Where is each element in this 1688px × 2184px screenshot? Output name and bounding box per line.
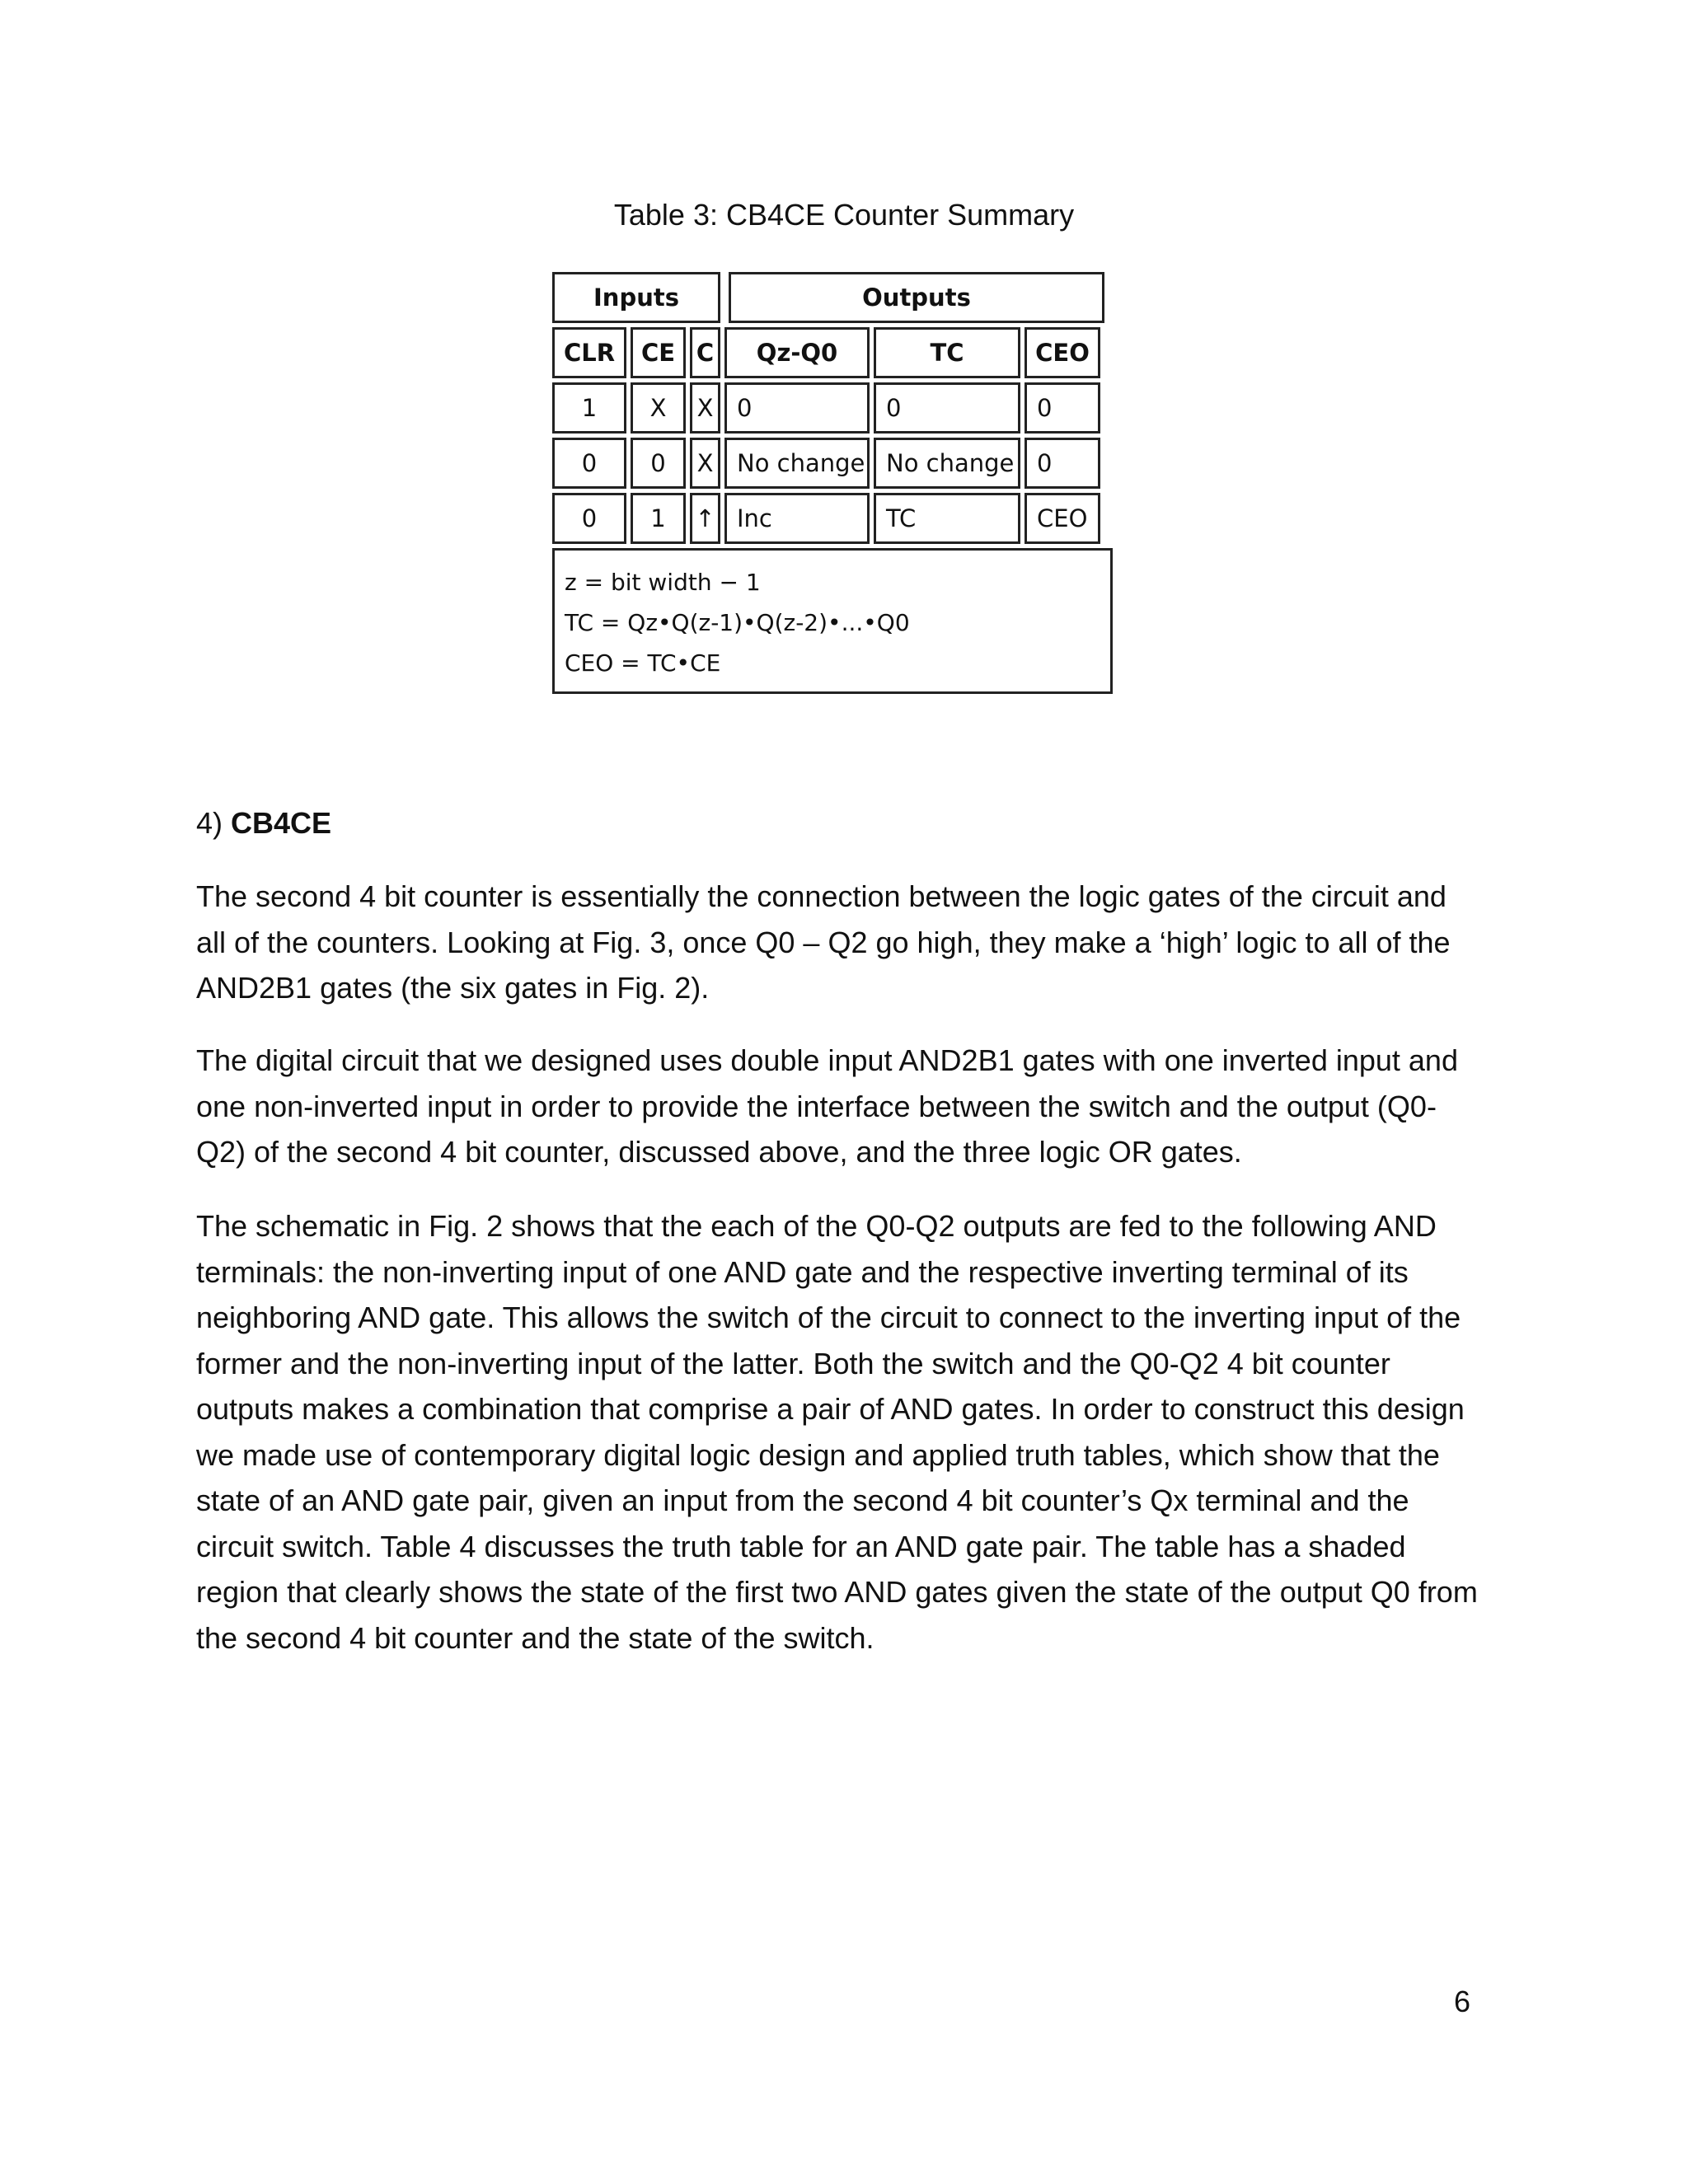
table-cell: No change (874, 438, 1020, 489)
outputs-group-header: Outputs (729, 272, 1104, 323)
paragraph-1: The second 4 bit counter is essentially the connection between the logic gates of the circuit and all of the counters. Looking at Fig. 3, once Q0 – Q2 go high, they make a ‘high’ logic to all of the AND2B1 gates (the six gates in Fig. 2). (196, 879, 1451, 1005)
group-header-row (552, 272, 1113, 323)
counter-summary-table (552, 272, 1113, 694)
table-cell: CEO (1025, 493, 1100, 544)
table-cell: 0 (552, 493, 626, 544)
column-header-ceo: CEO (1025, 327, 1100, 378)
note-tc-formula: TC = Qz•Q(z-1)•Q(z-2)•...•Q0 (565, 609, 910, 636)
table-cell: X (631, 382, 686, 434)
table-row (552, 382, 1113, 434)
table-cell: 1 (631, 493, 686, 544)
table-cell: No change (724, 438, 870, 489)
note-ceo-formula: CEO = TC•CE (565, 649, 721, 677)
table-cell: TC (874, 493, 1020, 544)
column-header-c: C (690, 327, 720, 378)
table-cell: 0 (631, 438, 686, 489)
section-number: 4) (196, 806, 232, 840)
table-cell: 0 (1025, 382, 1100, 434)
column-header-row (552, 327, 1113, 378)
table-cell: Inc (724, 493, 870, 544)
table-cell: 0 (1025, 438, 1100, 489)
table-cell: ↑ (690, 493, 720, 544)
table-row (552, 493, 1113, 544)
column-header-qz-q0: Qz-Q0 (724, 327, 870, 378)
table-row (552, 438, 1113, 489)
column-header-clr: CLR (552, 327, 626, 378)
table-cell: X (690, 382, 720, 434)
table-cell: 0 (552, 438, 626, 489)
column-header-ce: CE (631, 327, 686, 378)
column-header-tc: TC (874, 327, 1020, 378)
table-cell: 0 (724, 382, 870, 434)
note-bit-width: z = bit width − 1 (565, 569, 761, 596)
table-cell: 1 (552, 382, 626, 434)
page-number: 6 (1454, 1985, 1471, 2018)
table-cell: 0 (874, 382, 1020, 434)
paragraph-2: The digital circuit that we designed uses double input AND2B1 gates with one inverted input and one non-inverted input in order to provide the interface between the switch and the output (Q0-Q2) of the second 4 bit counter, discussed above, and the three logic OR gates. (196, 1043, 1458, 1169)
table-caption: Table 3: CB4CE Counter Summary (613, 198, 1075, 232)
section-heading (196, 806, 331, 841)
table-notes (552, 548, 1113, 694)
paragraph-3: The schematic in Fig. 2 shows that the each of the Q0-Q2 outputs are fed to the following AND terminals: the non-inverting input of one AND gate and the respective inverting terminal of its neighboring AND gate. This allows the switch of the circuit to connect to the inverting input of the former and the non-inverting input of the latter. Both the switch and the Q0-Q2 4 bit counter outputs makes a combination that comprise a pair of AND gates. In order to construct this design we made use of contemporary digital logic design and applied truth tables, which show that the state of an AND gate pair, given an input from the second 4 bit counter’s Qx terminal and the circuit switch. Table 4 discusses the truth table for an AND gate pair. The table has a shaded region that clearly shows the state of the first two AND gates given the state of the output Q0 from the second 4 bit counter and the state of the switch. (196, 1209, 1478, 1655)
section-title: CB4CE (231, 806, 332, 840)
inputs-group-header: Inputs (552, 272, 720, 323)
table-cell: X (690, 438, 720, 489)
